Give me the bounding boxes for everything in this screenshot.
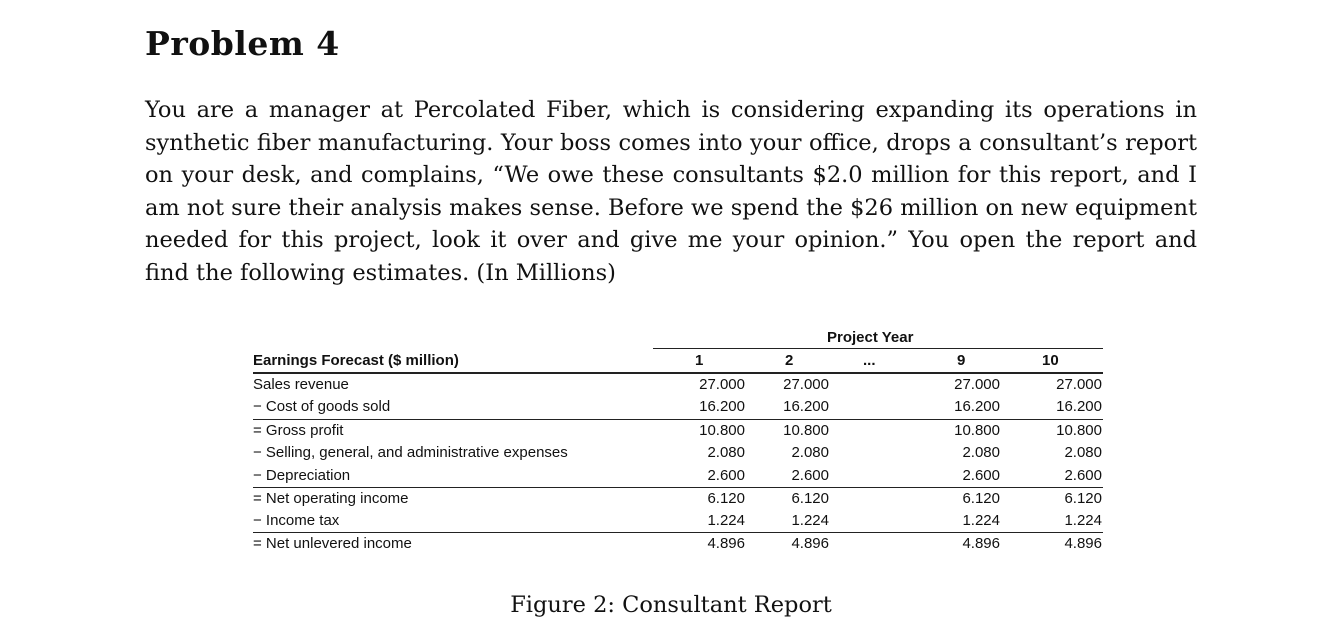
row-value: 27.000 <box>1056 376 1102 393</box>
column-header-year-10: 10 <box>1042 352 1059 369</box>
column-header-year-2: 2 <box>785 352 794 369</box>
row-value: 4.896 <box>962 535 1000 552</box>
row-value: 1.224 <box>1064 512 1102 529</box>
row-label: − Depreciation <box>253 467 351 484</box>
row-value: 6.120 <box>1064 490 1102 507</box>
row-value: 16.200 <box>783 398 829 415</box>
row-value: 1.224 <box>791 512 829 529</box>
header-rule-top <box>653 348 1103 349</box>
row-value: 10.800 <box>1056 422 1102 439</box>
row-value: 4.896 <box>791 535 829 552</box>
row-value: 6.120 <box>962 490 1000 507</box>
figure-caption: Figure 2: Consultant Report <box>510 592 832 618</box>
operating-income-rule <box>253 487 1103 488</box>
row-value: 2.080 <box>1064 444 1102 461</box>
row-value: 6.120 <box>791 490 829 507</box>
column-header-year-1: 1 <box>695 352 704 369</box>
row-value: 2.600 <box>791 467 829 484</box>
row-value: 10.800 <box>954 422 1000 439</box>
row-value: 2.080 <box>962 444 1000 461</box>
row-label: − Selling, general, and administrative expenses <box>253 444 568 461</box>
row-value: 2.600 <box>1064 467 1102 484</box>
row-value: 27.000 <box>699 376 745 393</box>
row-value: 16.200 <box>699 398 745 415</box>
row-label: = Net operating income <box>253 490 409 507</box>
problem-title: Problem 4 <box>145 24 340 63</box>
net-income-rule <box>253 532 1103 533</box>
header-rule-bottom <box>253 372 1103 374</box>
row-value: 4.896 <box>1064 535 1102 552</box>
row-value: 27.000 <box>783 376 829 393</box>
row-value: 2.080 <box>791 444 829 461</box>
row-value: 16.200 <box>954 398 1000 415</box>
row-label: − Cost of goods sold <box>253 398 391 415</box>
row-value: 4.896 <box>707 535 745 552</box>
row-value: 6.120 <box>707 490 745 507</box>
row-value: 1.224 <box>962 512 1000 529</box>
project-year-header: Project Year <box>827 329 914 346</box>
row-header: Earnings Forecast ($ million) <box>253 352 459 369</box>
row-value: 10.800 <box>699 422 745 439</box>
column-header-ellipsis: ... <box>863 352 876 369</box>
row-label: = Gross profit <box>253 422 344 439</box>
problem-statement: You are a manager at Percolated Fiber, which is considering expanding its operations in synthetic fiber manufacturing. Your boss comes into your office, drops a consultant’s report on your desk, and complains, “We owe these consultants $2.0 million for this report, and I am not sure their analysis makes sense. Before we spend the $26 million on new equipment needed for this project, look it over and give me your opinion.” You open the report and find the following estimates. (In Millions) <box>145 97 1197 286</box>
row-value: 10.800 <box>783 422 829 439</box>
row-value: 16.200 <box>1056 398 1102 415</box>
row-value: 2.600 <box>962 467 1000 484</box>
row-value: 2.600 <box>707 467 745 484</box>
gross-profit-rule <box>253 419 1103 420</box>
row-value: 1.224 <box>707 512 745 529</box>
row-label: = Net unlevered income <box>253 535 412 552</box>
column-header-year-9: 9 <box>957 352 966 369</box>
row-label: Sales revenue <box>253 376 349 393</box>
row-value: 27.000 <box>954 376 1000 393</box>
row-value: 2.080 <box>707 444 745 461</box>
row-label: − Income tax <box>253 512 340 529</box>
